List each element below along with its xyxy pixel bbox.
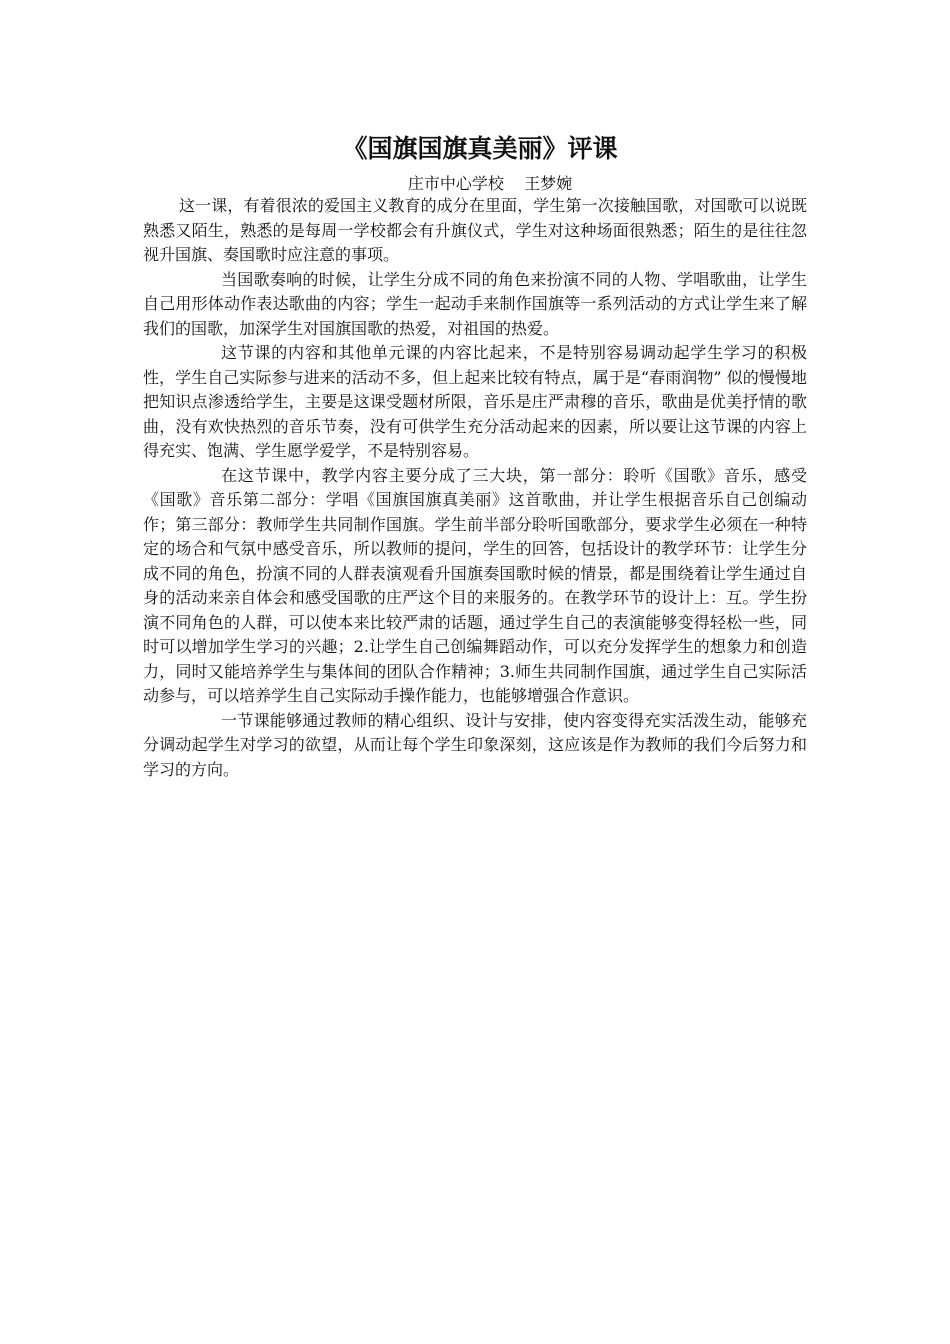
author-byline: 庄市中心学校 王梦婉 xyxy=(407,174,573,193)
document-body xyxy=(143,132,807,782)
paragraph-2: 当国歌奏响的时候，让学生分成不同的角色来扮演不同的人物、学唱歌曲，让学生自己用形体动作表达歌曲的内容；学生一起动手来制作国旗等一系列活动的方式让学生来了解我们的国歌，加深学生对国旗国歌的热爱，对祖国的热爱。 xyxy=(143,269,807,338)
paragraph-3: 这节课的内容和其他单元课的内容比起来，不是特别容易调动起学生学习的积极性，学生自己实际参与进来的活动不多，但上起来比较有特点，属于是“春雨润物” 似的慢慢地把知识点渗透给学生，主要是这课受题材所限，音乐是庄严肃穆的音乐，歌曲是优美抒情的歌曲，没有欢快热烈的音乐节奏，没有可供学生充分活动起来的因素，所以要让这节课的内容上得充实、饱满、学生愿学爱学，不是特别容易。 xyxy=(143,343,807,460)
paragraph-4: 在这节课中，教学内容主要分成了三大块，第一部分：聆听《国歌》音乐，感受《国歌》音乐第二部分：学唱《国旗国旗真美丽》这首歌曲，并让学生根据音乐自己创编动作；第三部分：教师学生共同制作国旗。学生前半部分聆听国歌部分，要求学生必须在一种特定的场合和气氛中感受音乐，所以教师的提问，学生的回答，包括设计的教学环节：让学生分成不同的角色，扮演不同的人群表演观看升国旗奏国歌时候的情景，都是围绕着让学生通过自身的活动来亲自体会和感受国歌的庄严这个目的来服务的。在教学环节的设计上：互。学生扮演不同角色的人群，可以使本来比较严肃的话题，通过学生自己的表演能够变得轻松一些，同时可以增加学生学习的兴趣；2.让学生自己创编舞蹈动作，可以充分发挥学生的想象力和创造力，同时又能培养学生与集体间的团队合作精神；3.师生共同制作国旗，通过学生自己实际活动参与，可以培养学生自己实际动手操作能力，也能够增强合作意识。 xyxy=(143,465,807,705)
document-title: 《国旗国旗真美丽》评课 xyxy=(342,134,618,163)
paragraph-1: 这一课，有着很浓的爱国主义教育的成分在里面，学生第一次接触国歌，对国歌可以说既熟悉又陌生，熟悉的是每周一学校都会有升旗仪式，学生对这种场面很熟悉；陌生的是往往忽视升国旗、奏国歌时应注意的事项。 xyxy=(143,196,807,264)
paragraph-5: 一节课能够通过教师的精心组织、设计与安排，使内容变得充实活泼生动，能够充分调动起学生对学习的欲望，从而让每个学生印象深刻，这应该是作为教师的我们今后努力和学习的方向。 xyxy=(143,710,807,779)
